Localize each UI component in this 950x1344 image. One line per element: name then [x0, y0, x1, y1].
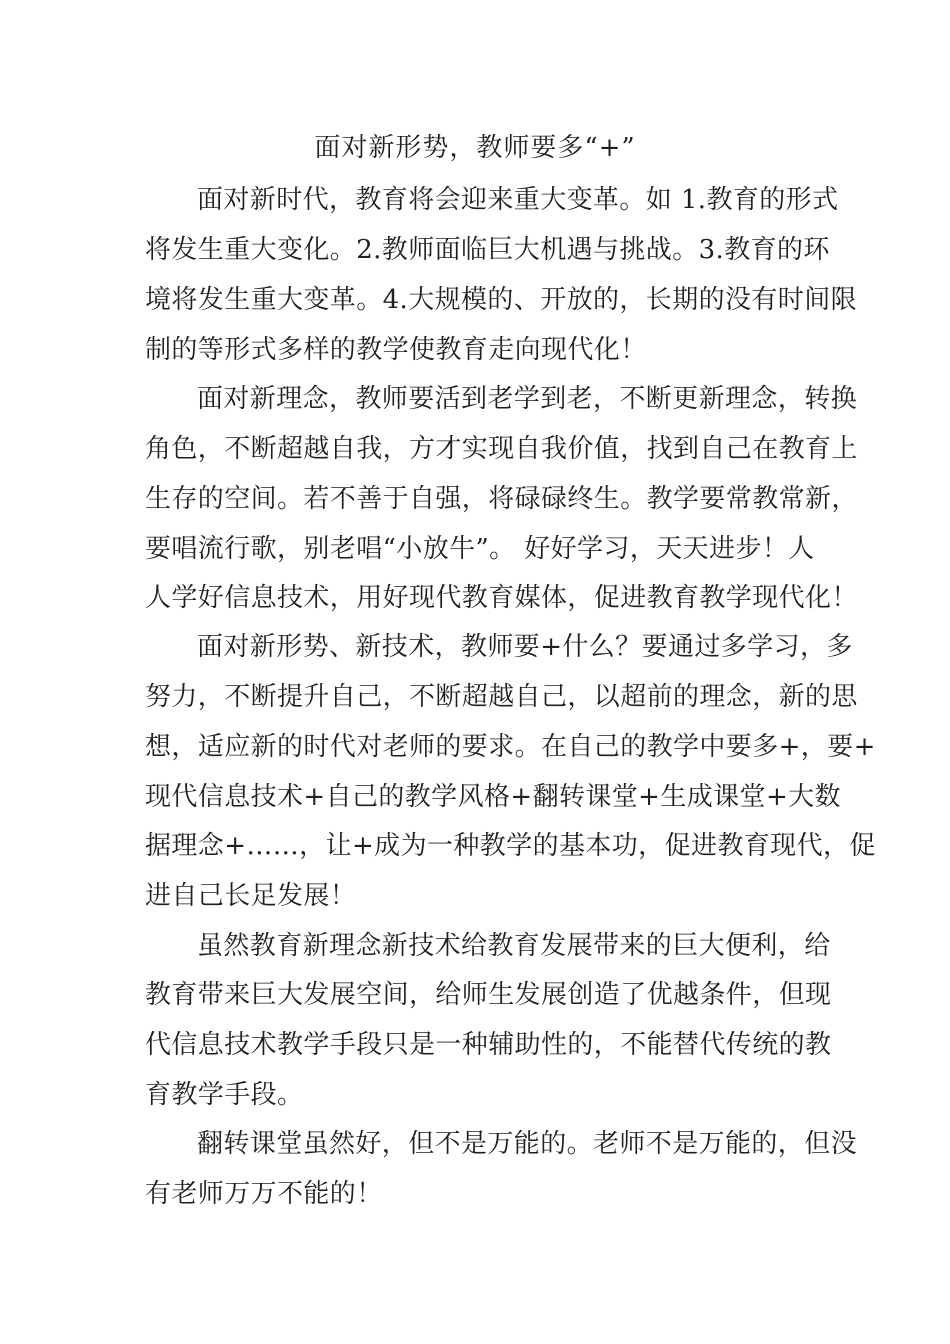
paragraph-line: 面对新理念，教师要活到老学到老，不断更新理念，转换: [197, 384, 858, 414]
paragraph-line: 制的等形式多样的教学使教育走向现代化！: [145, 335, 647, 365]
paragraph-line: 努力，不断提升自己，不断超越自己，以超前的理念，新的思: [145, 682, 858, 712]
paragraph-line: 生存的空间。若不善于自强，将碌碌终生。教学要常教常新，: [145, 484, 858, 514]
paragraph-line: 代信息技术教学手段只是一种辅助性的，不能替代传统的教: [145, 1030, 832, 1060]
paragraph-line: 据理念+……，让+成为一种教学的基本功，促进教育现代，促: [145, 831, 876, 861]
paragraph-line: 境将发生重大变革。4.大规模的、开放的，长期的没有时间限: [145, 285, 858, 315]
document-title: 面对新形势，教师要多“+”: [314, 133, 636, 163]
paragraph-line: 翻转课堂虽然好，但不是万能的。老师不是万能的，但没: [197, 1129, 858, 1159]
paragraph-line: 现代信息技术+自己的教学风格+翻转课堂+生成课堂+大数: [145, 782, 841, 812]
paragraph-line: 人学好信息技术，用好现代教育媒体，促进教育教学现代化！: [145, 583, 858, 613]
paragraph-line: 育教学手段。: [145, 1080, 304, 1110]
paragraph-line: 有老师万万不能的！: [145, 1179, 383, 1209]
paragraph-line: 面对新形势、新技术，教师要+什么？要通过多学习，多: [197, 632, 853, 662]
paragraph-line: 角色，不断超越自我，方才实现自我价值，找到自己在教育上: [145, 434, 858, 464]
paragraph-line: 教育带来巨大发展空间，给师生发展创造了优越条件，但现: [145, 980, 832, 1010]
paragraph-line: 将发生重大变化。2.教师面临巨大机遇与挑战。3.教育的环: [145, 235, 830, 265]
paragraph-line: 要唱流行歌，别老唱“小放牛”。 好好学习，天天进步！人: [145, 534, 815, 564]
paragraph-line: 面对新时代，教育将会迎来重大变革。如 1.教育的形式: [197, 185, 839, 215]
paragraph-line: 进自己长足发展！: [145, 881, 357, 911]
paragraph-line: 虽然教育新理念新技术给教育发展带来的巨大便利，给: [197, 931, 831, 961]
paragraph-line: 想，适应新的时代对老师的要求。在自己的教学中要多+，要+: [145, 732, 876, 762]
